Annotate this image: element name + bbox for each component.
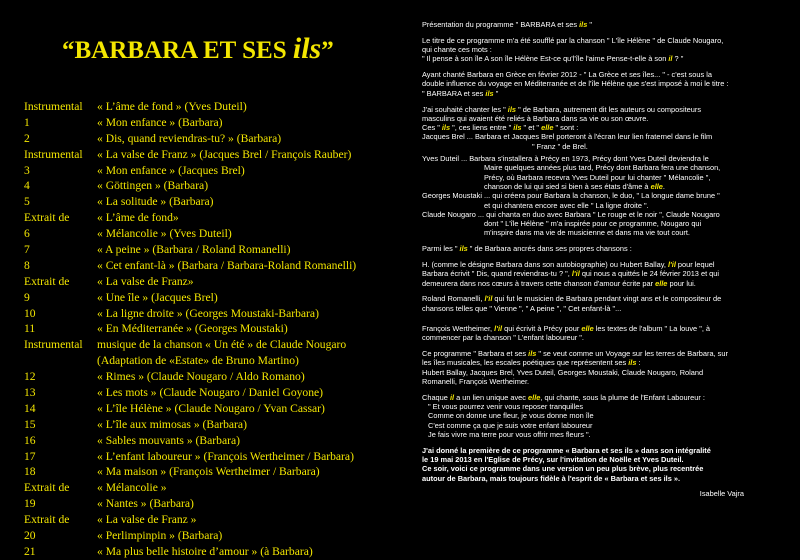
programme-label: 19 [24, 497, 36, 511]
duteil-line: Précy, où Barbara recevra Yves Duteil pour lui chanter " Mélancolie ", [484, 172, 711, 182]
programme-title: musique de la chanson « Un été » de Claude Nougaro [97, 338, 347, 352]
programme-label: 3 [24, 163, 30, 177]
programme-label: 6 [24, 227, 30, 241]
programme-label: 21 [24, 544, 36, 558]
title-ils: ils [292, 32, 322, 65]
programme-title: « L’île Hélène » (Claude Nougaro / Yvan Cassar) [97, 401, 325, 415]
duteil-line: Maire quelques années plus tard, Précy dont Barbara fera une chanson, [484, 163, 721, 173]
programme-title: « L’âme de fond» [97, 211, 179, 225]
programme-label: 7 [24, 243, 30, 257]
title-main: “BARBARA ET SES [62, 37, 293, 64]
nougaro-line: m'inspire dans ma vie de musicienne et dans ma vie tout court. [484, 228, 690, 238]
programme-label: 15 [24, 417, 36, 431]
programme-title: « A peine » (Barbara / Roland Romanelli) [97, 243, 291, 257]
programme-label: Extrait de [24, 513, 70, 527]
chaque-line: Chaque il a un lien unique avec elle, qui chante, sous la plume de l'Enfant Laboureur : [422, 392, 705, 402]
programme-label: Extrait de [24, 211, 70, 225]
programme-label: 13 [24, 386, 36, 400]
programme-title: « Une île » (Jacques Brel) [97, 290, 218, 304]
programme-title: « Mon enfance » (Barbara) [97, 115, 223, 129]
moustaki-line: et qui chantera encore avec elle " La ligne droite ". [484, 200, 649, 210]
programme-title: « En Méditerranée » (Georges Moustaki) [97, 322, 288, 336]
programme-title: « La valse de Franz » (Jacques Brel / François Rauber) [97, 147, 352, 161]
programme-label: 18 [24, 465, 36, 479]
programme-row [24, 321, 394, 337]
programme-title: « La solitude » (Barbara) [97, 195, 214, 209]
programme-row [24, 226, 394, 242]
programme-label: 9 [24, 290, 30, 304]
programme-row [24, 115, 394, 131]
voyage-line: Hubert Ballay, Jacques Brel, Yves Duteil, Georges Moustaki, Claude Nougaro, Roland [422, 367, 704, 377]
programme-row [24, 258, 394, 274]
programme-row [24, 99, 394, 115]
programme-row [24, 433, 394, 449]
programme-row [24, 337, 394, 353]
verse-line: Je fais vivre ma terre pour vous offrir mes fleurs ". [428, 429, 591, 439]
closing-line: autour de Barbara, mais toujours fidèle à l'esprit de « Barbara et ses ils ». [422, 473, 681, 483]
programme-title: « Mélancolie » (Yves Duteil) [97, 227, 232, 241]
programme-label: Extrait de [24, 274, 70, 288]
programme-label: 2 [24, 131, 30, 145]
programme-row [24, 274, 394, 290]
programme-row [24, 131, 394, 147]
title-close: ” [321, 37, 334, 64]
greece-line: double influence du voyage en Méditerranée et de l'île Hélène que s'est imposé à moi le titre : [422, 79, 729, 89]
programme-title: « L’île aux mimosas » (Barbara) [97, 417, 247, 431]
programme-label: 17 [24, 449, 36, 463]
signature: Isabelle Vajra [699, 489, 744, 499]
programme-title: « Mélancolie » [97, 481, 167, 495]
programme-label: Extrait de [24, 481, 70, 495]
programme-row [24, 178, 394, 194]
hubert-line: H. (comme le désigne Barbara dans son autobiographie) ou Hubert Ballay, l'il pour lequel [422, 260, 715, 270]
programme-title: « La valse de Franz» [97, 274, 194, 288]
programme-row [24, 528, 394, 544]
programme-row [24, 306, 394, 322]
wish-line: masculins qui avaient été reliés à Barbara dans sa vie ou son œuvre. [422, 113, 649, 123]
wertheimer-line: François Wertheimer, l'il qui écrivit à Précy pour elle les textes de l'album " La louve ", à [422, 324, 711, 334]
programme-title: « Nantes » (Barbara) [97, 497, 194, 511]
nougaro-line: dont " L'île Hélène " m'a inspirée pour ce programme, Nougaro qui [484, 219, 702, 229]
programme-row [24, 242, 394, 258]
wish-line: J'ai souhaité chanter les " ils " de Barbara, autrement dit les auteurs ou compositeurs [422, 104, 702, 114]
programme-row [24, 464, 394, 480]
greece-title: " BARBARA et ses ils " [422, 88, 499, 98]
romanelli-line: Roland Romanelli, l'il qui fut le musicien de Barbara pendant vingt ans et le compositeur de [422, 294, 722, 304]
programme-row [24, 512, 394, 528]
presentation-heading: Présentation du programme " BARBARA et ses ils " [422, 20, 592, 29]
closing-line: Ce soir, voici ce programme dans une version un peu plus brève, plus recentrée [422, 464, 704, 474]
programme-row [24, 290, 394, 306]
programme-title: « Ma plus belle histoire d’amour » (à Barbara) [97, 544, 313, 558]
verse-line: C'est comme ça que je suis votre enfant laboureur [428, 420, 593, 430]
programme-title: « Les mots » (Claude Nougaro / Daniel Goyone) [97, 386, 324, 400]
nougaro-quote: " Il pense à son île A son île Hélène Est-ce qu'l'île l'aime Pense-t-elle à son il ? " [422, 54, 684, 64]
programme-title: (Adaptation de «Estate» de Bruno Martino) [97, 354, 299, 368]
programme-label [24, 353, 97, 369]
programme-row [24, 147, 394, 163]
programme-label: 16 [24, 433, 36, 447]
programme-label: Instrumental [24, 338, 83, 352]
programme-title: « Mon enfance » (Jacques Brel) [97, 163, 245, 177]
programme-row [24, 401, 394, 417]
intro-line: Le titre de ce programme m'a été soufflé par la chanson " L'île Hélène " de Claude Nougaro, [422, 35, 724, 45]
hubert-line: demeurera dans nos cœurs à travers cette chanson d'amour écrite par elle pour lui. [422, 278, 696, 288]
programme-title: « Sables mouvants » (Barbara) [97, 433, 240, 447]
programme-label: 4 [24, 179, 30, 193]
programme-row [24, 385, 394, 401]
duteil-line: chanson de lui qui sied si bien à ses états d'âme à elle. [484, 181, 665, 191]
programme-row [24, 369, 394, 385]
programme-row [24, 417, 394, 433]
closing-line: le 19 mai 2013 en l'Eglise de Précy, sur l'invitation de Noëlle et Yves Duteil. [422, 455, 684, 465]
brel-line: " Franz " de Brel. [532, 141, 588, 151]
brel-line: Jacques Brel ... Barbara et Jacques Brel porteront à l'écran leur lien fraternel dans le film [422, 132, 713, 142]
moustaki-line: Georges Moustaki ... qui créera pour Barbara la chanson, le duo, " La longue dame brune " [422, 191, 720, 201]
programme-row [24, 194, 394, 210]
romanelli-line: chansons telles que " Vienne ", " A peine ", " Cet enfant-là "... [422, 303, 622, 313]
programme-list [24, 99, 394, 560]
programme-title: « Ma maison » (François Wertheimer / Barbara) [97, 465, 320, 479]
programme-row [24, 210, 394, 226]
programme-row [24, 544, 394, 560]
programme-label: 1 [24, 115, 30, 129]
page-title [62, 32, 362, 66]
wish-line: Ces " ils ", ces liens entre " ils " et " elle " sont : [422, 123, 579, 133]
programme-row [24, 480, 394, 496]
programme-label: 11 [24, 322, 36, 336]
programme-label: Instrumental [24, 100, 83, 113]
closing-line: J'ai donné la première de ce programme « Barbara et ses ils » dans son intégralité [422, 445, 711, 455]
voyage-line: Ce programme " Barbara et ses ils " se veut comme un Voyage sur les terres de Barbara, sur [422, 349, 728, 359]
programme-title: « Dis, quand reviendras-tu? » (Barbara) [97, 131, 282, 145]
programme-label: 14 [24, 401, 36, 415]
programme-title: « La ligne droite » (Georges Moustaki-Barbara) [97, 306, 319, 320]
programme-row [24, 353, 394, 369]
programme-label: 20 [24, 529, 36, 543]
voyage-line: Romanelli, François Wertheimer. [422, 377, 530, 386]
verse-line: Comme on donne une fleur, je vous donne mon île [428, 411, 594, 421]
programme-row [24, 496, 394, 512]
duteil-line: Yves Duteil ... Barbara s'installera à Précy en 1973, Précy dont Yves Duteil deviendra le [422, 154, 709, 164]
programme-title: « L’âme de fond » (Yves Duteil) [97, 100, 247, 113]
programme-row [24, 163, 394, 179]
programme-title: « La valse de Franz » [97, 513, 197, 527]
programme-label: 10 [24, 306, 36, 320]
verse-line: " Et vous pourrez venir vous reposer tranquilles [428, 402, 584, 412]
programme-title: « L’enfant laboureur » (François Wertheimer / Barbara) [97, 449, 354, 463]
parmi-line: Parmi les " ils " de Barbara ancrés dans ses propres chansons : [422, 244, 632, 254]
programme-title: « Rimes » (Claude Nougaro / Aldo Romano) [97, 370, 305, 384]
programme-title: « Cet enfant-là » (Barbara / Barbara-Roland Romanelli) [97, 258, 357, 272]
programme-label: 5 [24, 195, 30, 209]
programme-label: 12 [24, 370, 36, 384]
intro-line: qui chante ces mots : [422, 45, 492, 55]
programme-label: 8 [24, 258, 30, 272]
greece-line: Ayant chanté Barbara en Grèce en février 2012 - " La Grèce et ses îles... " - c'est sous la [422, 70, 712, 80]
presentation-page [422, 20, 794, 499]
programme-title: « Göttingen » (Barbara) [97, 179, 209, 193]
nougaro-line: Claude Nougaro ... qui chanta en duo avec Barbara " Le rouge et le noir ", Claude Nougaro [422, 209, 720, 219]
hubert-line: Barbara écrivit " Dis, quand reviendras-tu ? ", l'il qui nous a quittés le 24 février 2013 et qui [422, 269, 720, 279]
programme-title: « Perlimpinpin » (Barbara) [97, 529, 223, 543]
programme-label: Instrumental [24, 147, 83, 161]
voyage-line: les îles musicales, les escales poétiques que représentent ses ils : [422, 358, 641, 368]
programme-page [0, 0, 400, 559]
programme-row [24, 449, 394, 465]
wertheimer-line: commencer par la chanson " L'enfant laboureur ". [422, 333, 584, 343]
